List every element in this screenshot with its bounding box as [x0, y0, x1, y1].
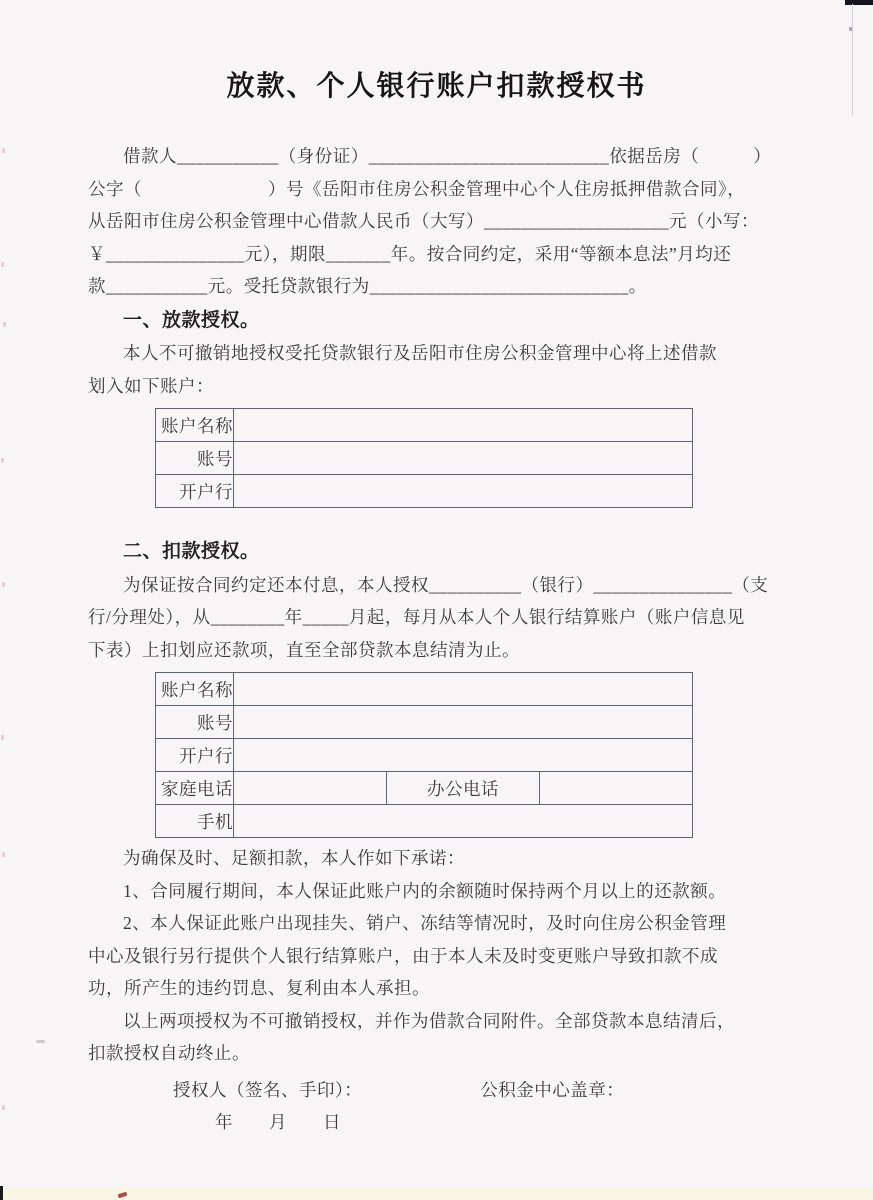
scan-artifact-speck — [0, 1186, 3, 1200]
mobile-phone-label: 手机 — [156, 805, 234, 838]
document-title: 放款、个人银行账户扣款授权书 — [226, 71, 647, 102]
commitment-line: 为确保及时、足额扣款，本人作如下承诺： — [123, 848, 465, 868]
scan-artifact-speck — [2, 852, 5, 857]
deduction-account-table — [155, 672, 693, 838]
account-number-label: 账号 — [156, 706, 234, 739]
account-number-value-cell — [234, 442, 693, 475]
section2-line: 行/分理处），从________年_____月起，每月从本人个人银行结算账户（账户信息见 — [88, 607, 745, 627]
table-row — [156, 475, 693, 508]
disbursement-account-table — [155, 408, 693, 508]
authorizer-signature-label: 授权人（签名、手印）： — [173, 1079, 363, 1100]
commitment-line: 功，所产生的违约罚息、复利由本人承担。 — [88, 978, 430, 998]
office-phone-label: 办公电话 — [387, 772, 540, 805]
office-phone-value-cell — [540, 772, 693, 805]
commitment-line: 2、本人保证此账户出现挂失、销户、冻结等情况时，及时向住房公积金管理 — [123, 913, 727, 933]
scan-artifact-speck — [1, 735, 4, 740]
scan-artifact-speck — [1, 458, 4, 463]
intro-line: ￥_______________元），期限_______年。按合同约定，采用“等额本息法”月均还 — [88, 243, 732, 264]
scan-artifact-speck — [1, 262, 4, 267]
account-number-value-cell — [234, 706, 693, 739]
intro-paragraph — [88, 140, 785, 303]
bank-branch-label: 开户行 — [156, 739, 234, 772]
section1-line: 本人不可撤销地授权受托贷款银行及岳阳市住房公积金管理中心将上述借款 — [123, 343, 717, 363]
scan-artifact-speck — [36, 1040, 45, 1043]
table-row — [156, 739, 693, 772]
intro-line: 从岳阳市住房公积金管理中心借款人民币（大写）____________________元（小写： — [88, 211, 759, 231]
scan-artifact-top-right-bar — [845, 0, 873, 5]
home-phone-value-cell — [234, 772, 387, 805]
table-row — [156, 409, 693, 442]
bank-branch-value-cell — [234, 739, 693, 772]
scan-artifact-speck — [2, 148, 5, 153]
intro-line: 公字（ ）号《岳阳市住房公积金管理中心个人住房抵押借款合同》， — [88, 178, 746, 199]
closing-paragraph — [88, 1005, 785, 1070]
section1-paragraph — [88, 337, 785, 402]
closing-line: 扣款授权自动终止。 — [88, 1043, 250, 1063]
bank-branch-label: 开户行 — [156, 475, 234, 508]
home-phone-label: 家庭电话 — [156, 772, 234, 805]
table-row — [156, 805, 693, 838]
scan-artifact-speck — [3, 322, 6, 327]
scan-artifact-speck — [2, 582, 5, 587]
section1-line: 划入如下账户： — [88, 375, 214, 396]
closing-line: 以上两项授权为不可撤销授权，并作为借款合同附件。全部贷款本息结清后， — [123, 1010, 735, 1031]
mobile-phone-value-cell — [234, 805, 693, 838]
section2-heading: 二、扣款授权。 — [123, 541, 260, 562]
table-row — [156, 706, 693, 739]
account-name-label: 账户名称 — [156, 409, 234, 442]
section1-heading: 一、放款授权。 — [123, 309, 260, 331]
table-row — [156, 442, 693, 475]
account-name-value-cell — [234, 409, 693, 442]
scan-artifact-right-edge-line — [852, 4, 853, 116]
scan-artifact-bottom-band — [0, 1188, 873, 1200]
signature-row — [88, 1074, 785, 1107]
intro-line: 款___________元。受托贷款银行为____________________________。 — [88, 276, 647, 296]
table-row — [156, 772, 693, 805]
bank-branch-value-cell — [234, 475, 693, 508]
section2-line: 为保证按合同约定还本付息，本人授权__________（银行）_______________（支 — [123, 574, 769, 595]
date-line: 年 月 日 — [215, 1112, 341, 1132]
account-name-value-cell — [234, 673, 693, 706]
account-number-label: 账号 — [156, 442, 234, 475]
table-row — [156, 673, 693, 706]
intro-line: 借款人___________（身份证）__________________________依据岳房（ ） — [123, 146, 772, 166]
commitment-line: 1、合同履行期间，本人保证此账户内的余额随时保持两个月以上的还款额。 — [123, 880, 727, 901]
account-name-label: 账户名称 — [156, 673, 234, 706]
fund-center-seal-label: 公积金中心盖章： — [480, 1079, 625, 1100]
section2-line: 下表）上扣划应还款项，直至全部贷款本息结清为止。 — [88, 639, 520, 660]
commitments-paragraph — [88, 842, 785, 1005]
scan-artifact-speck — [2, 1105, 5, 1110]
section2-paragraph — [88, 569, 785, 667]
commitment-line: 中心及银行另行提供个人银行结算账户，由于本人未及时变更账户导致扣款不成 — [88, 945, 718, 966]
document-content — [88, 0, 785, 1139]
